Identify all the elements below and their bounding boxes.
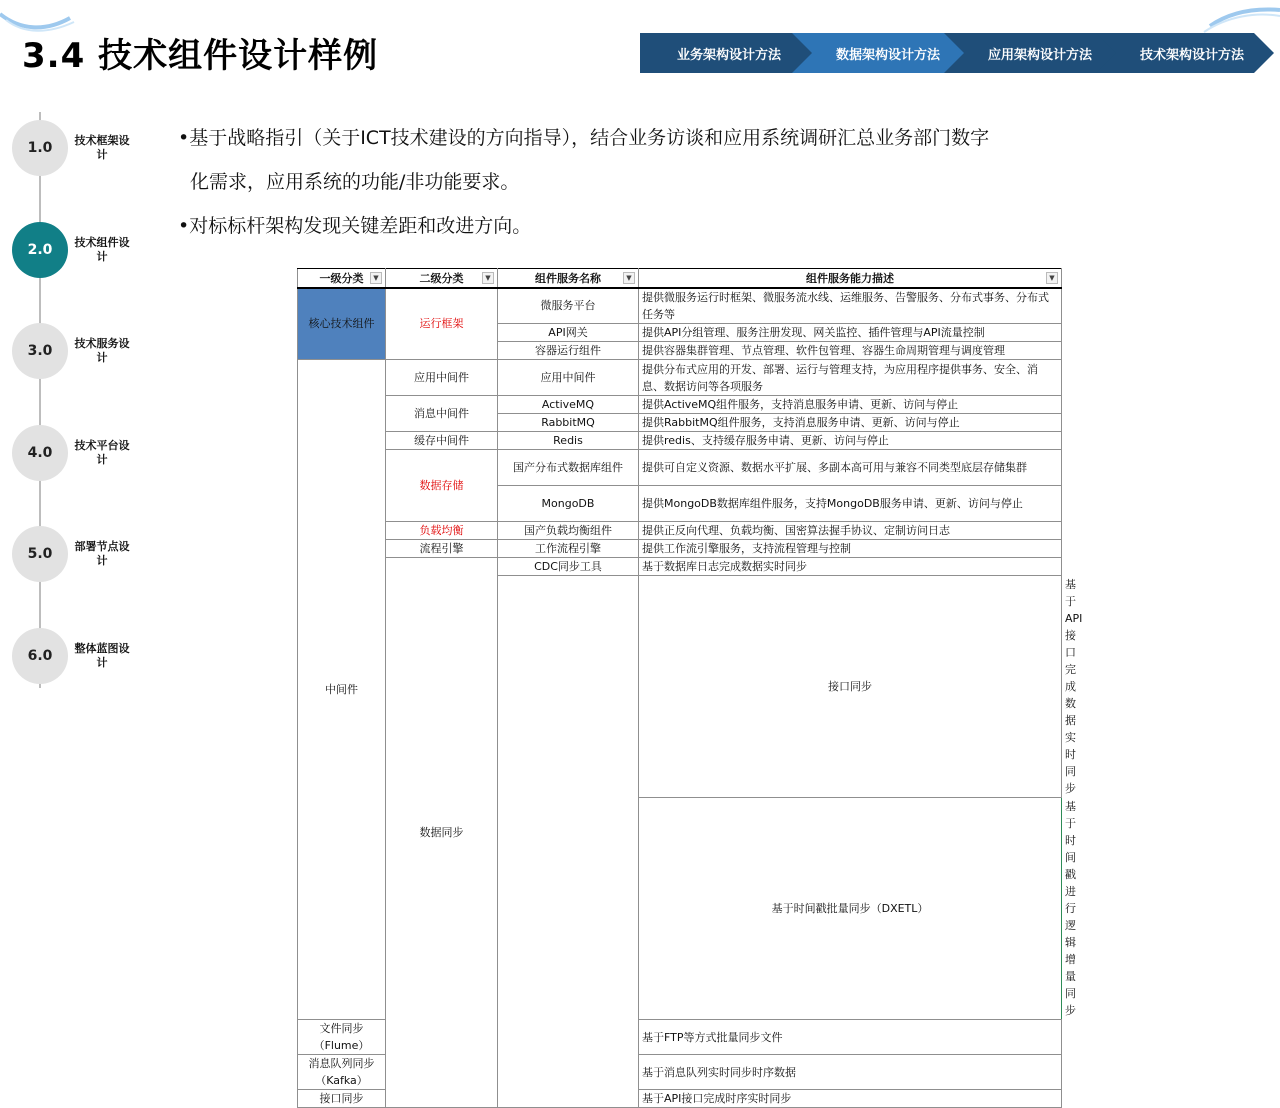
table-row	[298, 360, 1062, 396]
cell-name: 接口同步	[298, 1090, 386, 1108]
timeline-label-4: 技术平台设计	[74, 439, 130, 466]
step-label: 业务架构设计方法	[676, 47, 781, 63]
bullet-strategy-continued: 化需求，应用系统的功能/非功能要求。	[190, 171, 520, 193]
bullet-benchmark: •对标标杆架构发现关键差距和改进方向。	[178, 215, 532, 237]
table-row	[298, 396, 1062, 414]
cell-level1: 核心技术组件	[298, 288, 386, 360]
table-header-row	[298, 269, 1062, 288]
filter-active-icon[interactable]: ▼	[623, 272, 635, 284]
cell-name: 工作流程引擎	[498, 540, 639, 558]
cell-desc: 提供redis、支持缓存服务申请、更新、访问与停止	[639, 432, 1062, 450]
cell-name: RabbitMQ	[498, 414, 639, 432]
header-level1[interactable]	[298, 269, 386, 288]
header-component-name[interactable]	[498, 269, 639, 288]
table-row	[298, 288, 1062, 324]
cell-level2: 流程引擎	[386, 540, 498, 558]
cell-name: 文件同步（Flume）	[298, 1020, 386, 1055]
header-label: 二级分类	[419, 271, 464, 285]
cell-desc: 提供工作流引擎服务，支持流程管理与控制	[639, 540, 1062, 558]
cell-desc: 提供ActiveMQ组件服务，支持消息服务申请、更新、访问与停止	[639, 396, 1062, 414]
table-row: 基于时间戳批量同步（DXETL） 基于时间戳进行逻辑增量同步	[298, 798, 1062, 1020]
cell-desc: 提供MongoDB数据库组件服务，支持MongoDB服务申请、更新、访问与停止	[639, 486, 1062, 522]
intro-bullets	[178, 116, 1118, 248]
timeline-node-6[interactable]: 6.0	[12, 628, 68, 684]
page-title: 3.4 技术组件设计样例	[22, 36, 379, 76]
cell-desc: 提供分布式应用的开发、部署、运行与管理支持，为应用程序提供事务、安全、消息、数据访问等各项服务	[639, 360, 1062, 396]
cell-name: MongoDB	[498, 486, 639, 522]
cell-name: API网关	[498, 324, 639, 342]
step-technical-architecture[interactable]	[1096, 33, 1274, 73]
table-row	[298, 522, 1062, 540]
method-steps	[640, 33, 1276, 73]
bullet-strategy: •基于战略指引（关于ICT技术建设的方向指导），结合业务访谈和应用系统调研汇总业务部门数字	[178, 127, 990, 149]
filter-dropdown-icon[interactable]: ▼	[370, 272, 382, 284]
cell-desc: 提供正反向代理、负载均衡、国密算法握手协议、定制访问日志	[639, 522, 1062, 540]
cell-name: 接口同步	[639, 576, 1062, 798]
table-row	[298, 558, 1062, 576]
cell-level1-continued	[498, 576, 639, 1108]
header-label: 组件服务名称	[535, 271, 601, 285]
header-label: 组件服务能力描述	[806, 271, 894, 285]
table-row: 接口同步 基于API接口完成数据实时同步	[298, 576, 1062, 798]
timeline-node-1[interactable]: 1.0	[12, 120, 68, 176]
timeline-label-6: 整体蓝图设计	[74, 642, 130, 669]
header-level2[interactable]	[386, 269, 498, 288]
timeline-label-5: 部署节点设计	[74, 540, 130, 567]
cell-desc: 提供微服务运行时框架、微服务流水线、运维服务、告警服务、分布式事务、分布式任务等	[639, 288, 1062, 324]
cell-name: 微服务平台	[498, 288, 639, 324]
timeline-label-2: 技术组件设计	[74, 236, 130, 263]
cell-level2: 运行框架	[386, 288, 498, 360]
cell-level2: 应用中间件	[386, 360, 498, 396]
cell-name: ActiveMQ	[498, 396, 639, 414]
cell-name: 消息队列同步（Kafka）	[298, 1055, 386, 1090]
timeline-node-5[interactable]: 5.0	[12, 526, 68, 582]
cell-desc: 提供可自定义资源、数据水平扩展、多副本高可用与兼容不同类型底层存储集群	[639, 450, 1062, 486]
cell-level1: 中间件	[298, 360, 386, 1020]
timeline-label-1: 技术框架设计	[74, 134, 130, 161]
cell-level2: 数据同步	[386, 558, 498, 1108]
timeline-line	[39, 112, 41, 688]
timeline-node-2[interactable]: 2.0	[12, 222, 68, 278]
table-row	[298, 540, 1062, 558]
component-table-wrapper[interactable]	[297, 268, 1083, 1105]
step-label: 技术架构设计方法	[1139, 47, 1244, 63]
table-row	[298, 432, 1062, 450]
timeline-label-3: 技术服务设计	[74, 337, 130, 364]
component-table	[297, 268, 1083, 1108]
cell-name: 应用中间件	[498, 360, 639, 396]
cell-level2: 消息中间件	[386, 396, 498, 432]
cell-name: 国产负载均衡组件	[498, 522, 639, 540]
timeline-node-3[interactable]: 3.0	[12, 323, 68, 379]
cell-desc: 提供API分组管理、服务注册发现、网关监控、插件管理与API流量控制	[639, 324, 1062, 342]
cell-desc: 提供RabbitMQ组件服务，支持消息服务申请、更新、访问与停止	[639, 414, 1062, 432]
cell-name: Redis	[498, 432, 639, 450]
cell-desc: 基于消息队列实时同步时序数据	[639, 1055, 1062, 1090]
cell-level2: 数据存储	[386, 450, 498, 522]
cell-desc: 基于FTP等方式批量同步文件	[639, 1020, 1062, 1055]
table-row	[298, 450, 1062, 486]
filter-dropdown-icon[interactable]: ▼	[1046, 272, 1058, 284]
cell-level2: 缓存中间件	[386, 432, 498, 450]
cell-name: 容器运行组件	[498, 342, 639, 360]
cell-desc: 提供容器集群管理、节点管理、软件包管理、容器生命周期管理与调度管理	[639, 342, 1062, 360]
cell-name: 国产分布式数据库组件	[498, 450, 639, 486]
cell-name: CDC同步工具	[498, 558, 639, 576]
header-component-desc[interactable]	[639, 269, 1062, 288]
step-label: 数据架构设计方法	[835, 47, 940, 63]
filter-dropdown-icon[interactable]: ▼	[482, 272, 494, 284]
cell-level2: 负载均衡	[386, 522, 498, 540]
cell-desc: 基于API接口完成时序实时同步	[639, 1090, 1062, 1108]
timeline-node-4[interactable]: 4.0	[12, 425, 68, 481]
header-label: 一级分类	[319, 271, 364, 285]
cell-desc: 基于数据库日志完成数据实时同步	[639, 558, 1062, 576]
step-label: 应用架构设计方法	[987, 47, 1092, 63]
cell-name: 基于时间戳批量同步（DXETL）	[639, 798, 1062, 1020]
